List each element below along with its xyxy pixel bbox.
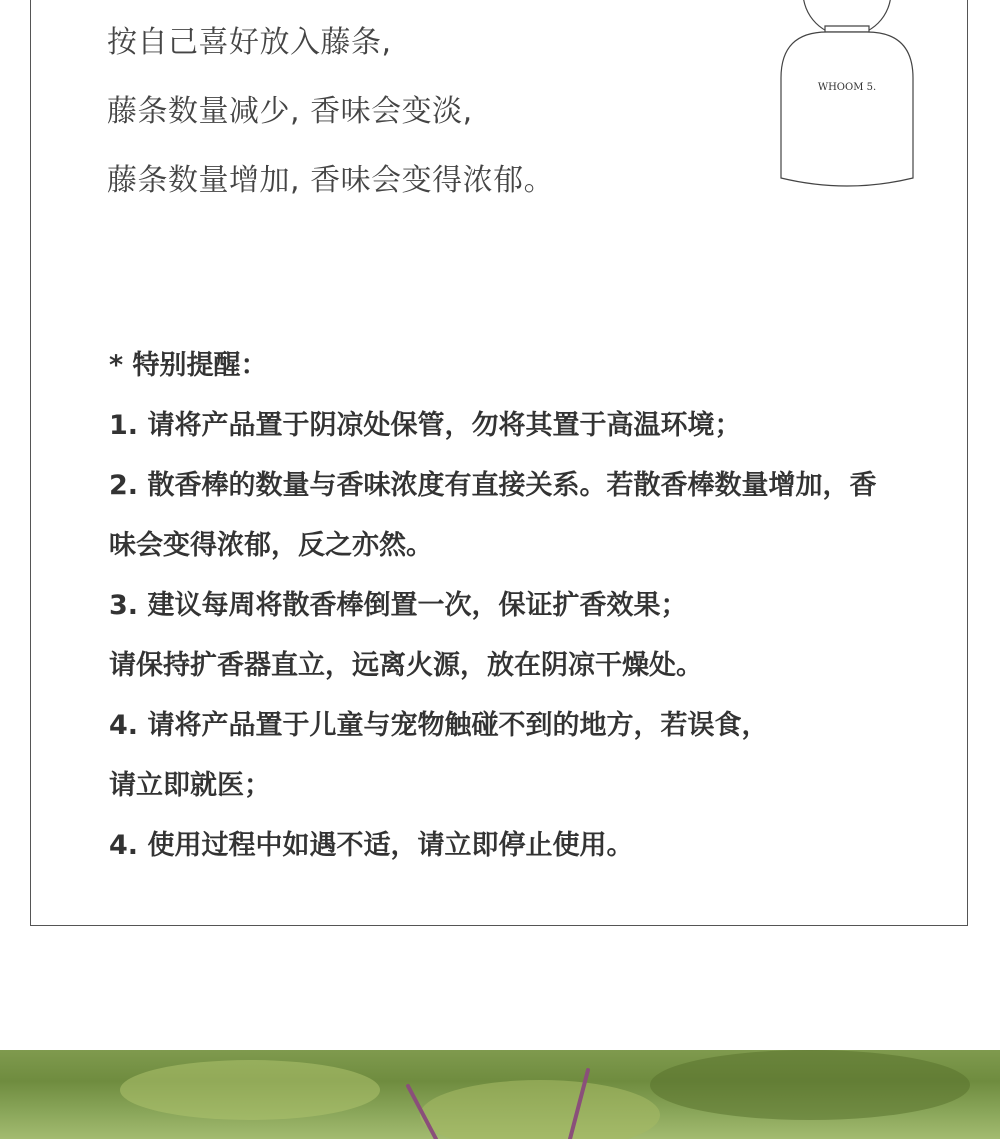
reminder-item: 4. 请将产品置于儿童与宠物触碰不到的地方，若误食， [109,710,769,741]
reed-sticks [0,1050,1000,1139]
reminder-item: 2. 散香棒的数量与香味浓度有直接关系。若散香棒数量增加，香 [109,470,877,501]
intro-line-2: 藤条数量减少, 香味会变淡, [107,94,473,129]
bottle-neck [825,26,869,32]
info-card [30,0,968,926]
reminder-item: 味会变得浓郁，反之亦然。 [109,530,433,561]
special-reminder [109,348,876,888]
intro-line-1: 按自己喜好放入藤条, [107,25,392,60]
diffuser-bottle-illustration [777,0,917,193]
bottle-label: WHOOM 5. [817,82,877,93]
reminder-item: 请保持扩香器直立，远离火源，放在阴凉干燥处。 [109,650,703,681]
reed-stick-right [570,1070,588,1139]
reminder-item: 请立即就医； [109,770,271,801]
grass-photo [0,1050,1000,1139]
reminder-heading: * 特别提醒： [109,350,268,381]
bottle-body [781,32,913,186]
reminder-item: 1. 请将产品置于阴凉处保管，勿将其置于高温环境； [109,410,742,441]
intro-line-3: 藤条数量增加, 香味会变得浓郁。 [107,163,555,198]
reminder-item: 4. 使用过程中如遇不适，请立即停止使用。 [109,830,634,861]
reed-stick-left [408,1086,436,1139]
reminder-item: 3. 建议每周将散香棒倒置一次，保证扩香效果； [109,590,688,621]
intro-text [107,26,554,233]
